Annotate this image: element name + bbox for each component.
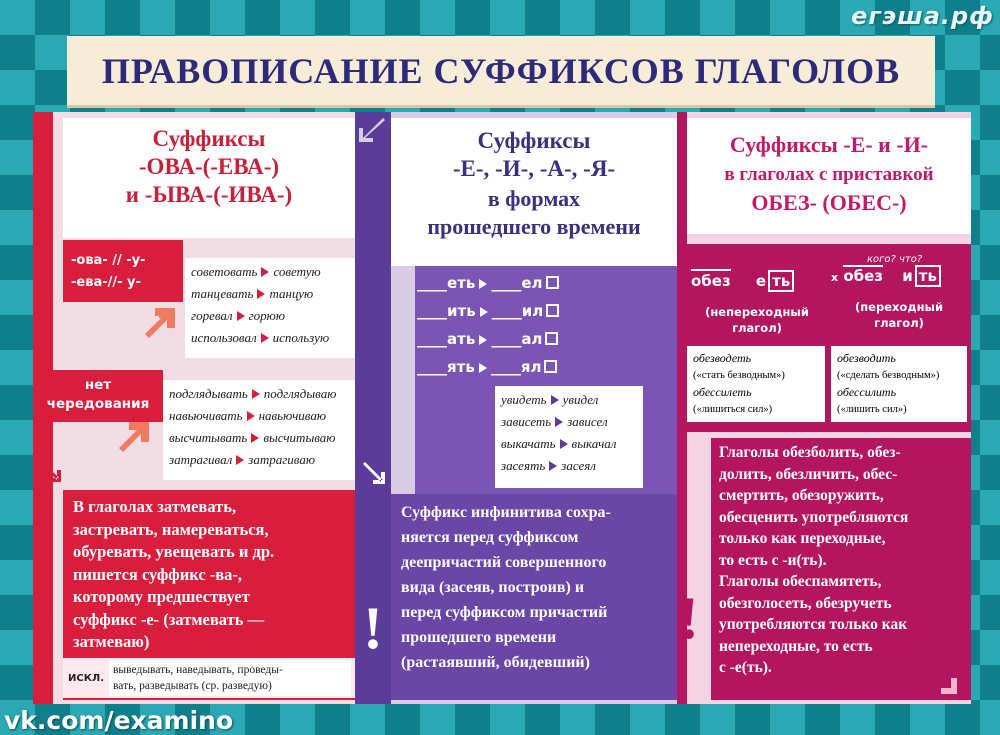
exceptions-box [63, 658, 355, 698]
scheme-label [691, 304, 823, 336]
scheme-ending: ть [915, 265, 941, 287]
scheme-root-letter: и [902, 267, 913, 285]
note-line: обезголосеть, обезручеть [719, 594, 892, 612]
example-word: навьючивать [169, 408, 243, 423]
no-alternation-label [33, 370, 163, 422]
note-line: обуревать, увещевать и др. [73, 542, 275, 561]
col2-header-line: в формах [487, 186, 581, 211]
scheme-x: х [831, 271, 839, 284]
right-arrow-icon [479, 279, 487, 289]
ending-box-icon [545, 332, 558, 345]
example-row [501, 411, 637, 433]
example-word: засеять [501, 458, 546, 473]
right-arrow-icon [261, 267, 269, 277]
exclamation-icon: ! [679, 585, 699, 651]
diagonal-arrow-icon [929, 666, 961, 696]
col3-header [687, 118, 971, 234]
watermark: егэша.рф [851, 2, 994, 30]
scheme-question: кого? что? [867, 254, 923, 265]
right-arrow-icon [551, 395, 559, 405]
col2-header-line: -Е-, -И-, -А-, -Я- [452, 156, 616, 181]
example-word: обезводить [837, 351, 896, 365]
scheme-past: ял [520, 358, 542, 376]
exclamation-icon: ! [363, 595, 383, 661]
scheme-past: ал [521, 330, 543, 348]
scheme-label-line: (непереходный [705, 305, 809, 319]
scheme-past: ел [521, 274, 543, 292]
col1-note [73, 496, 351, 654]
scheme-infinitive: ать [447, 330, 476, 348]
example-word: обессилить [837, 385, 897, 399]
examples-past-tense [495, 386, 643, 488]
note-line: употребляются только как [719, 616, 908, 633]
example-word: использовал [191, 330, 257, 345]
note-line: с -е(ть). [719, 659, 772, 676]
intransitive-scheme [691, 272, 823, 336]
scheme-prefix: обез [691, 269, 731, 290]
note-line: пишется суффикс -ва-, [73, 564, 243, 584]
example-word: выкачать [501, 436, 556, 451]
scheme-prefix: обез [843, 267, 884, 285]
right-arrow-icon [479, 335, 487, 345]
example-row [169, 449, 349, 471]
scheme-label-line: (переходный [854, 300, 944, 314]
col3-note [719, 442, 969, 679]
example-result: увидел [562, 392, 599, 407]
example-row [191, 283, 349, 305]
column-obez [677, 112, 971, 704]
note-line: непереходные, то есть [719, 637, 873, 655]
footer-link: vk.com/examino [4, 706, 234, 735]
scheme-root-letter: е [755, 272, 767, 290]
scheme-row: ____еть ____ел [417, 274, 667, 302]
diagonal-arrow-icon [361, 460, 387, 486]
ending-box-icon [544, 360, 557, 373]
example-result: использую [272, 330, 330, 345]
example-result: выкачал [571, 436, 617, 451]
exceptions-line: выведывать, наведывать, проведы- [113, 664, 283, 676]
col1-header [63, 118, 355, 238]
col3-header-line: в глаголах с приставкой [724, 164, 934, 185]
note-line: которому предшествует [73, 587, 250, 606]
example-word: высчитывать [169, 430, 248, 445]
scheme-row: ____ать ____ал [417, 330, 667, 358]
right-arrow-icon [480, 307, 488, 317]
right-arrow-icon [261, 333, 269, 343]
note-line: Глаголы обезболить, обез- [719, 444, 901, 461]
column-ova-yva [33, 112, 355, 704]
scheme-row: ____ить ____ил [417, 302, 667, 330]
example-word: затрагивал [169, 452, 233, 467]
no-alt-line: чередования [46, 396, 150, 412]
col1-header-line: и -ЫВА-(-ИВА-) [125, 182, 293, 207]
note-line: вида (засеяв, построив) и [401, 579, 585, 596]
example-word: обезводеть [693, 351, 752, 365]
col1-header-line: Суффиксы [152, 126, 266, 151]
alternation-scheme [63, 240, 183, 302]
right-arrow-icon [251, 433, 259, 443]
ending-box-icon [546, 304, 559, 317]
col2-header [391, 118, 677, 266]
scheme-label [831, 299, 967, 331]
example-word: подглядывать [169, 386, 248, 401]
example-row [191, 261, 349, 283]
example-word: увидеть [501, 392, 547, 407]
exceptions-text [109, 660, 351, 696]
note-line: застревать, намереваться, [73, 519, 269, 539]
scheme-line: -ева-//- у- [71, 275, 141, 290]
exceptions-label: ИСКЛ. [68, 672, 104, 684]
example-result: горюю [248, 308, 285, 323]
col1-header-line: -ОВА-(-ЕВА-) [138, 154, 280, 179]
example-result: высчитываю [263, 430, 336, 445]
example-gloss: («лишиться сил») [693, 404, 773, 415]
example-row [501, 389, 637, 411]
note-line: только как переходные, [719, 530, 886, 547]
column-past-tense [355, 112, 677, 704]
example-row [191, 305, 349, 327]
example-result: затрагиваю [248, 452, 316, 467]
diagonal-arrow-icon [115, 418, 155, 458]
scheme-row: ____ять ____ял [417, 358, 667, 386]
example-gloss: («сделать безводным») [837, 370, 940, 381]
example-word: зависеть [501, 414, 552, 429]
diagonal-arrow-icon [359, 116, 385, 142]
note-line: то есть с -и(ть). [719, 551, 827, 569]
scheme-infinitive: еть [447, 274, 476, 292]
right-arrow-icon [247, 411, 255, 421]
scheme-word [691, 272, 823, 290]
example-result: засеял [561, 458, 596, 473]
right-arrow-icon [555, 417, 563, 427]
note-line: смертить, обезоружить, [719, 487, 884, 504]
note-line: перед суффиксом причастий [401, 604, 608, 621]
past-tense-scheme [417, 274, 667, 386]
note-line: затмеваю) [73, 632, 150, 651]
note-line: няется перед суффиксом [401, 529, 579, 546]
example-row [169, 427, 349, 449]
examples-alternation [185, 258, 355, 358]
note-line: Суффикс инфинитива сохра- [401, 504, 611, 521]
scheme-infinitive: ять [447, 358, 475, 376]
note-line: долить, обезличить, обес- [719, 465, 898, 483]
col2-header-line: прошедшего времени [427, 214, 641, 239]
title-bar [67, 36, 935, 108]
example-gloss: («стать безводным») [693, 370, 785, 381]
example-result: советую [273, 264, 321, 279]
note-line: прошедшего времени [401, 629, 557, 646]
note-line: обесценить употребляются [719, 508, 909, 526]
example-row [501, 433, 637, 455]
scheme-label-line: глагол) [874, 316, 924, 330]
page-title: ПРАВОПИСАНИЕ СУФФИКСОВ ГЛАГОЛОВ [101, 50, 901, 91]
right-arrow-icon [560, 439, 568, 449]
example-result: зависел [567, 414, 608, 429]
examples-no-alternation [163, 380, 355, 480]
example-row [169, 383, 349, 405]
diagonal-arrow-icon [141, 304, 181, 344]
scheme-line: -ова- // -у- [71, 253, 146, 268]
col2-header-line: Суффиксы [477, 128, 591, 153]
example-result: танцую [269, 286, 314, 301]
scheme-ending: ть [768, 270, 794, 292]
example-result: навьючиваю [258, 408, 327, 423]
note-line: (растаявший, обидевший) [401, 654, 590, 671]
examples-transitive [831, 346, 967, 422]
examples-intransitive [687, 346, 825, 422]
note-line: Глаголы обеспамятеть, [719, 573, 882, 590]
example-row [191, 327, 349, 349]
example-row [501, 455, 637, 477]
example-word: обессилеть [693, 385, 752, 399]
transitive-scheme [831, 254, 967, 331]
scheme-label-line: глагол) [732, 321, 782, 335]
right-arrow-icon [237, 311, 245, 321]
no-alt-line: нет [84, 377, 112, 393]
example-row [169, 405, 349, 427]
note-line: деепричастий совершенного [401, 554, 607, 571]
diagonal-arrow-icon [37, 458, 63, 484]
col3-header-line: ОБЕЗ- (ОБЕС-) [751, 190, 907, 215]
right-arrow-icon [549, 461, 557, 471]
right-arrow-icon [252, 389, 260, 399]
col2-note [401, 500, 673, 675]
ending-box-icon [546, 276, 559, 289]
exclamation-icon: ! [37, 589, 57, 655]
scheme-past: ил [521, 302, 544, 320]
example-word: танцевать [191, 286, 254, 301]
example-word: горевал [191, 308, 233, 323]
scheme-word [831, 267, 967, 285]
right-arrow-icon [236, 455, 244, 465]
right-arrow-icon [257, 289, 265, 299]
note-line: В глаголах затмевать, [73, 497, 237, 516]
exceptions-line: вать, разведывать (ср. разведую) [113, 680, 272, 692]
col3-header-line: Суффиксы -Е- и -И- [729, 132, 929, 157]
example-gloss: («лишить сил») [837, 404, 907, 415]
note-line: суффикс -е- (затмевать — [73, 609, 265, 629]
example-result: подглядываю [263, 386, 337, 401]
example-word: советовать [191, 264, 258, 279]
scheme-infinitive: ить [447, 302, 476, 320]
right-arrow-icon [479, 363, 487, 373]
